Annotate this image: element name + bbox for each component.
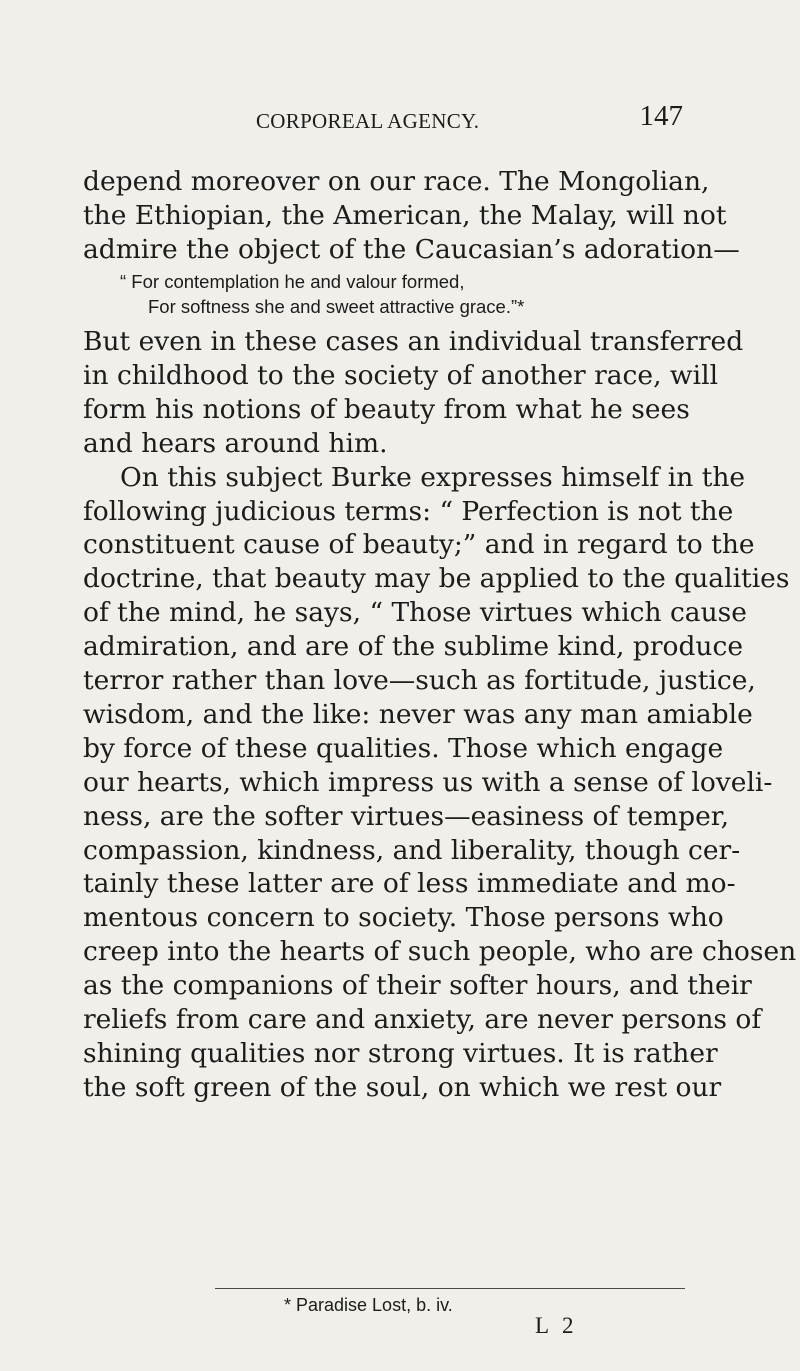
text-line: following judicious terms: “ Perfection is not the — [83, 496, 734, 527]
text-line: the Ethiopian, the American, the Malay, will not — [83, 200, 727, 231]
running-title: CORPOREAL AGENCY. — [256, 109, 480, 133]
text-line: On this subject Burke expresses himself in the — [120, 462, 746, 493]
verse-line: “ For contemplation he and valour formed, — [120, 271, 465, 292]
text-line: ness, are the softer virtues—easiness of temper, — [83, 801, 729, 832]
text-line: as the companions of their softer hours, and their — [83, 970, 752, 1001]
text-line: our hearts, which impress us with a sense of loveli- — [83, 767, 773, 798]
footnote-rule — [215, 1288, 685, 1289]
text-line: and hears around him. — [83, 428, 388, 459]
verse-line: For softness she and sweet attractive grace.”* — [148, 296, 525, 317]
footnote: * Paradise Lost, b. iv. — [284, 1295, 453, 1315]
page-number: 147 — [639, 100, 683, 132]
text-line: form his notions of beauty from what he sees — [83, 394, 690, 425]
text-line: admire the object of the Caucasian’s adoration— — [83, 234, 740, 265]
signature-mark: L 2 — [535, 1313, 578, 1338]
text-line: shining qualities nor strong virtues. It is rather — [83, 1038, 718, 1069]
text-line: terror rather than love—such as fortitude, justice, — [83, 665, 756, 696]
text-line: in childhood to the society of another race, will — [83, 360, 719, 391]
text-line: But even in these cases an individual transferred — [83, 326, 744, 357]
running-head — [198, 100, 683, 140]
text-line: by force of these qualities. Those which engage — [83, 733, 724, 764]
text-line: the soft green of the soul, on which we rest our — [83, 1072, 722, 1103]
text-line: compassion, kindness, and liberality, though cer- — [83, 835, 741, 866]
text-line: reliefs from care and anxiety, are never persons of — [83, 1004, 762, 1035]
text-line: creep into the hearts of such people, who are chosen — [83, 936, 797, 967]
text-line: of the mind, he says, “ Those virtues which cause — [83, 597, 747, 628]
text-line: doctrine, that beauty may be applied to the qualities — [83, 563, 790, 594]
text-line: wisdom, and the like: never was any man amiable — [83, 699, 753, 730]
text-line: mentous concern to society. Those persons who — [83, 902, 724, 933]
text-line: depend moreover on our race. The Mongolian, — [83, 166, 710, 197]
text-line: constituent cause of beauty;” and in regard to the — [83, 529, 755, 560]
text-line: admiration, and are of the sublime kind, produce — [83, 631, 744, 662]
text-line: tainly these latter are of less immediate and mo- — [83, 868, 736, 899]
